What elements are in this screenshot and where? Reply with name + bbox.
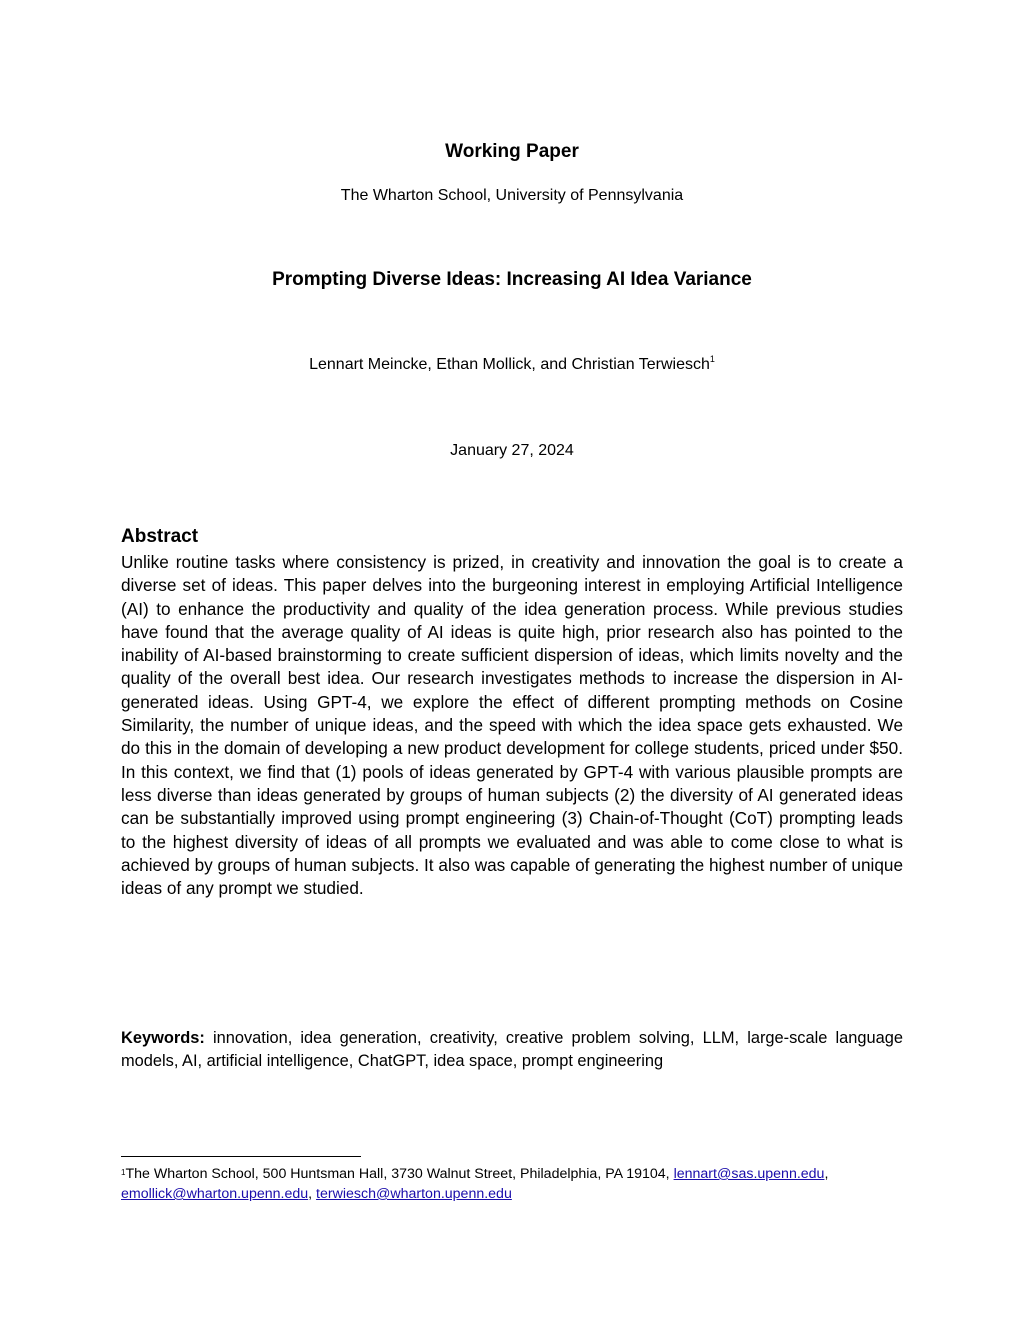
keywords-label: Keywords: [121, 1029, 205, 1047]
keywords-paragraph [121, 1027, 903, 1072]
paper-date: January 27, 2024 [450, 442, 574, 459]
footnote-address: The Wharton School, 500 Huntsman Hall, 3730 Walnut Street, Philadelphia, PA 19104, [125, 1166, 674, 1182]
footnote-separator: , [824, 1166, 829, 1182]
footnote [121, 1164, 903, 1204]
email-link-meincke[interactable]: lennart@sas.upenn.edu [673, 1166, 825, 1182]
footnote-separator: , [308, 1186, 317, 1202]
footnote-marker: 1 [121, 1168, 126, 1177]
abstract-text: Unlike routine tasks where consistency is prized, in creativity and innovation the goal is to create a diverse set of ideas. This paper delves into the burgeoning interest in employing Artificial Intelligence (AI) to enhance the productivity and quality of the idea generation process. While previous studies have found that the average quality of AI ideas is quite high, prior research also has pointed to the inability of AI-based brainstorming to create sufficient dispersion of ideas, which limits novelty and the quality of the overall best idea. Our research investigates methods to increase the dispersion in AI-generated ideas. Using GPT-4, we explore the effect of different prompting methods on Cosine Similarity, the number of unique ideas, and the speed with which the idea space gets exhausted. We do this in the domain of developing a new product development for college students, priced under $50. In this context, we find that (1) pools of ideas generated by GPT-4 with various plausible prompts are less diverse than ideas generated by groups of human subjects (2) the diversity of AI generated ideas can be substantially improved using prompt engineering (3) Chain-of-Thought (CoT) prompting leads to the highest diversity of ideas of all prompts we evaluated and was able to come close to what is achieved by groups of human subjects. It also was capable of generating the highest number of unique ideas of any prompt we studied. [121, 552, 903, 899]
abstract-heading: Abstract [121, 526, 199, 547]
working-paper-label: Working Paper [445, 141, 579, 162]
institution: The Wharton School, University of Pennsylvania [340, 187, 684, 204]
footnote-divider [121, 1156, 361, 1157]
authors-line [0, 356, 1024, 374]
email-link-mollick[interactable]: emollick@wharton.upenn.edu [121, 1186, 309, 1202]
email-link-terwiesch[interactable]: terwiesch@wharton.upenn.edu [316, 1186, 512, 1202]
paper-title: Prompting Diverse Ideas: Increasing AI Idea Variance [272, 269, 752, 290]
keywords-text: innovation, idea generation, creativity, creative problem solving, LLM, large-scale language models, AI, artificial intelligence, ChatGPT, idea space, prompt engineering [121, 1029, 903, 1070]
author-footnote-marker[interactable]: 1 [709, 354, 715, 364]
authors-names: Lennart Meincke, Ethan Mollick, and Christian Terwiesch [309, 356, 710, 373]
